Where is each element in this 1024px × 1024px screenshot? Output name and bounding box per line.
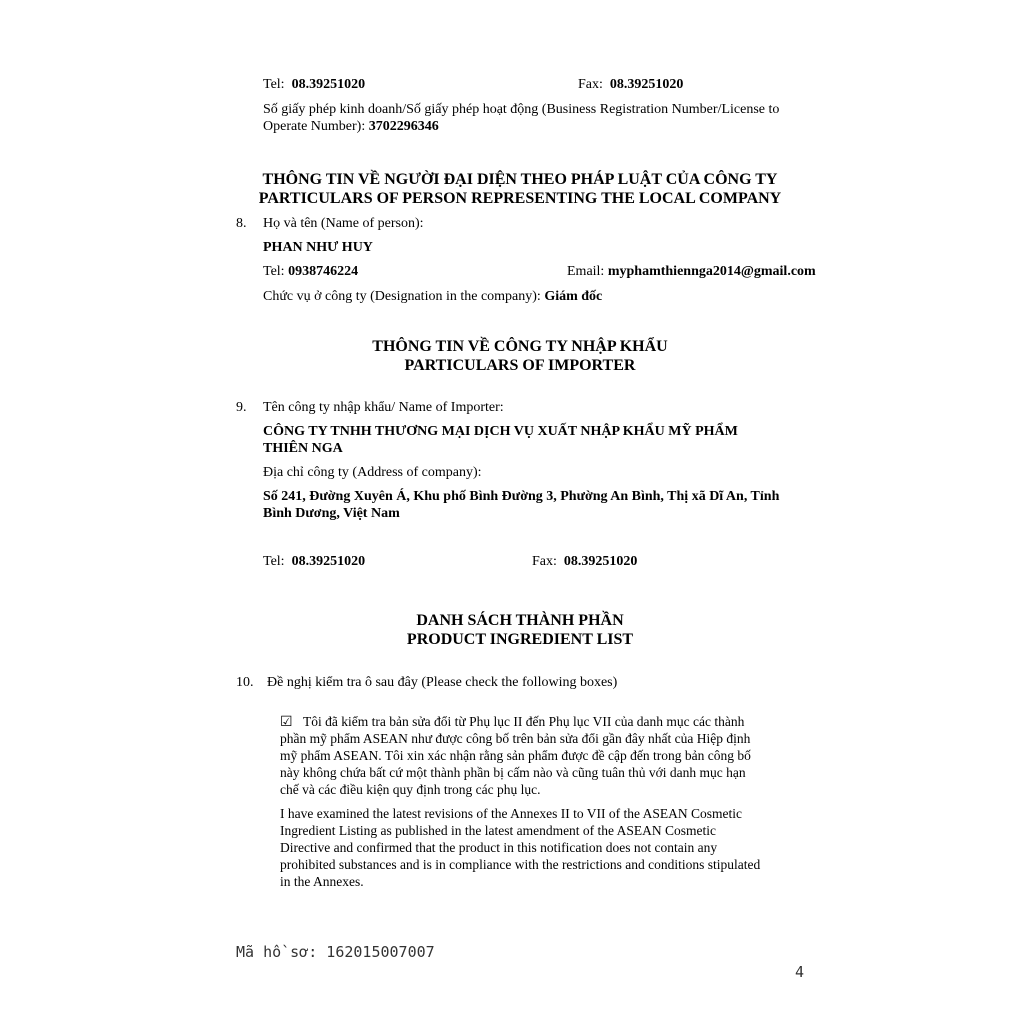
ingredients-heading-vi: DANH SÁCH THÀNH PHẦN [416,612,624,629]
importer-fax [532,553,637,570]
person-designation-value: Giám đốc [544,289,603,304]
page-number: 4 [795,963,805,981]
importer-fax-value: 08.39251020 [563,554,638,569]
importer-name-line1: CÔNG TY TNHH THƯƠNG MẠI DỊCH VỤ XUẤT NHẬP KHẨU MỸ PHẨM [263,424,738,439]
vi-line-4: này không chứa bất cứ một thành phần bị cấm nào và cũng tuân thủ với danh mục hạn [280,765,746,780]
importer-address-line2: Bình Dương, Việt Nam [263,506,400,521]
vi-line-2: phần mỹ phẩm ASEAN như được công bố trên bản sửa đổi gần đây nhất của Hiệp định [280,731,751,746]
importer-fax-label: Fax: [532,554,557,569]
importer-tel-label: Tel: [263,554,285,569]
vi-line-5: chế và các điều kiện quy định trong các phụ lục. [280,782,541,797]
company-tel-label: Tel: [263,77,285,92]
en-line-1: I have examined the latest revisions of the Annexes II to VII of the ASEAN Cosmetic [280,806,743,821]
person-name-label: Họ và tên (Name of person): [263,216,424,231]
representative-heading-en: PARTICULARS OF PERSON REPRESENTING THE LOCAL COMPANY [258,190,782,207]
license-label: Operate Number): [263,119,366,134]
company-fax [578,76,683,93]
person-designation [263,288,602,305]
en-line-2: Ingredient Listing as published in the latest amendment of the ASEAN Cosmetic [280,823,717,838]
item-number-9: 9. [236,400,247,415]
importer-tel [263,553,365,570]
compliance-checkbox[interactable]: ☑ [280,715,293,730]
vi-line-1: Tôi đã kiểm tra bản sửa đổi từ Phụ lục II đến Phụ lục VII của danh mục các thành [303,714,745,729]
en-line-5: in the Annexes. [280,874,364,889]
company-fax-value: 08.39251020 [609,77,684,92]
license-line-2 [263,118,439,135]
company-fax-label: Fax: [578,77,603,92]
importer-address-label: Địa chỉ công ty (Address of company): [263,465,482,480]
importer-name-label: Tên công ty nhập khẩu/ Name of Importer: [263,400,504,415]
en-line-3: Directive and confirmed that the product in this notification does not contain any [280,840,718,855]
check-instruction: Đề nghị kiểm tra ô sau đây (Please check the following boxes) [267,675,618,690]
person-email-value: myphamthiennga2014@gmail.com [607,264,816,279]
vi-line-3: mỹ phẩm ASEAN. Tôi xin xác nhận rằng sản phẩm được đề cập đến trong bản công bố [280,748,751,763]
person-tel-value: 0938746224 [288,264,359,279]
company-tel [263,76,365,93]
file-code: Mã hồ sơ: 162015007007 [236,943,435,961]
license-text: Số giấy phép kinh doanh/Số giấy phép hoạt động (Business Registration Number/License to [263,102,780,117]
company-tel-value: 08.39251020 [291,77,366,92]
importer-name-line2: THIÊN NGA [263,441,343,456]
person-email [567,263,816,280]
person-designation-label: Chức vụ ở công ty (Designation in the company): [263,289,541,304]
license-number: 3702296346 [368,119,439,134]
item-number-10: 10. [236,675,254,690]
person-tel-label: Tel: [263,264,285,279]
importer-heading-vi: THÔNG TIN VỀ CÔNG TY NHẬP KHẨU [372,338,668,355]
importer-tel-value: 08.39251020 [291,554,366,569]
person-name-value: PHAN NHƯ HUY [263,240,373,255]
representative-heading-vi: THÔNG TIN VỀ NGƯỜI ĐẠI DIỆN THEO PHÁP LUẬT CỦA CÔNG TY [262,171,778,188]
en-line-4: prohibited substances and is in compliance with the restrictions and conditions stipulated [280,857,761,872]
importer-heading-en: PARTICULARS OF IMPORTER [404,357,636,374]
person-email-label: Email: [567,264,605,279]
importer-address-line1: Số 241, Đường Xuyên Á, Khu phố Bình Đường 3, Phường An Bình, Thị xã Dĩ An, Tỉnh [263,489,780,504]
ingredients-heading-en: PRODUCT INGREDIENT LIST [406,631,634,648]
item-number-8: 8. [236,216,247,231]
person-tel [263,263,358,280]
